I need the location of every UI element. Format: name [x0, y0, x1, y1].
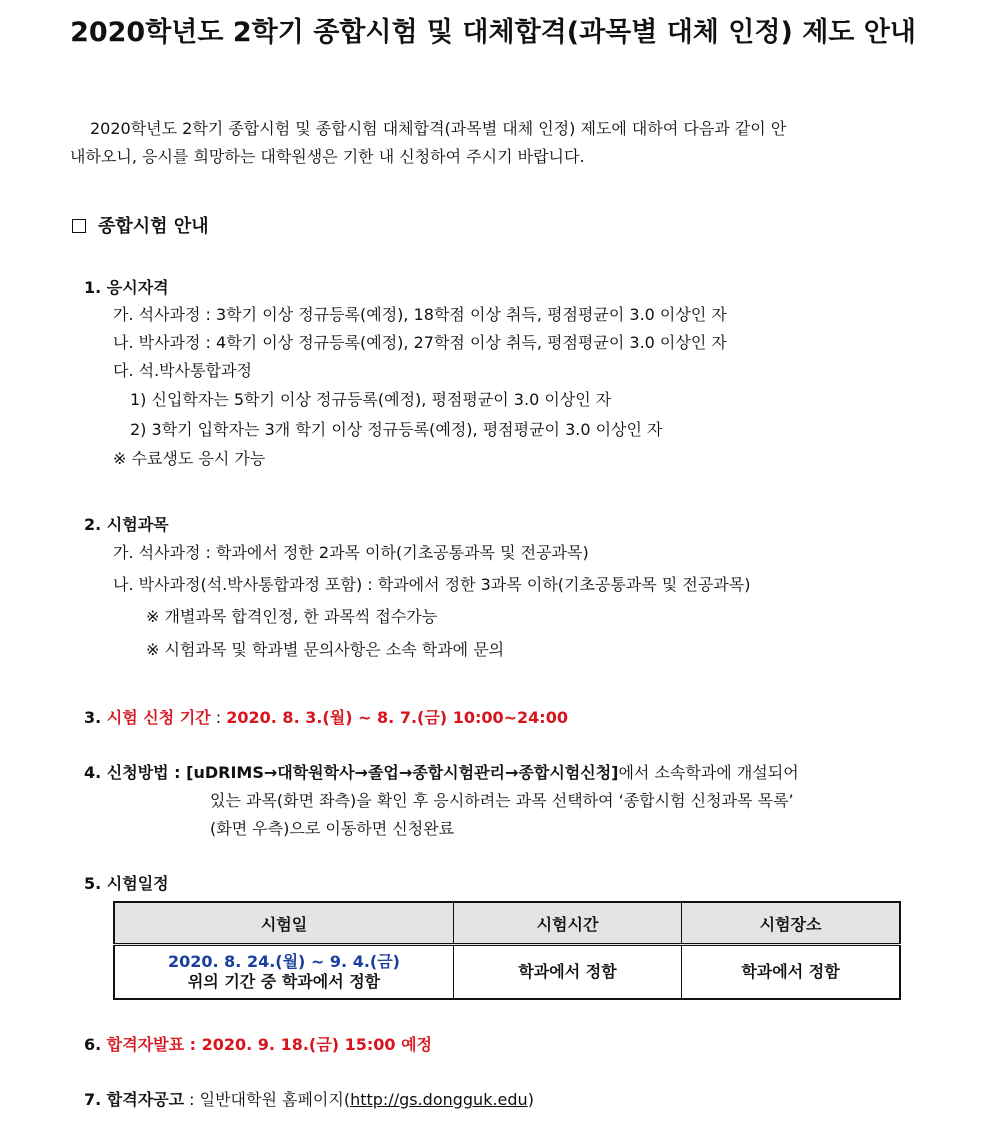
th-place: 시험장소: [682, 902, 901, 945]
section-heading: [72, 212, 209, 238]
th-time: 시험시간: [454, 902, 682, 945]
s2-item-ga: 가. 석사과정 : 학과에서 정한 2과목 이하(기초공통과목 및 전공과목): [113, 543, 589, 562]
s6-num: 6.: [84, 1035, 102, 1054]
s2-item-na: 나. 박사과정(석.박사통합과정 포함) : 학과에서 정한 3과목 이하(기초공통과목 및 전공과목): [113, 575, 751, 594]
date-note: 위의 기간 중 학과에서 정함: [187, 972, 381, 991]
s7-label: 7. 합격자공고: [84, 1090, 185, 1109]
td-date: [114, 945, 454, 1000]
s3-line: [84, 705, 568, 728]
table-row: [114, 945, 900, 1000]
intro-line-2: 내하오니, 응시를 희망하는 대학원생은 기한 내 신청하여 주시기 바랍니다.: [70, 147, 585, 166]
section-title: 종합시험 안내: [98, 216, 209, 237]
s3-num: 3.: [84, 708, 102, 727]
s3-label: 시험 신청 기간: [106, 708, 211, 727]
s6-text: 합격자발표 : 2020. 9. 18.(금) 15:00 예정: [106, 1035, 432, 1054]
s1-item-ga: 가. 석사과정 : 3학기 이상 정규등록(예정), 18학점 이상 취득, 평점평균이 3.0 이상인 자: [113, 305, 727, 324]
s3-sep: :: [210, 708, 227, 727]
s4-path: [uDRIMS→대학원학사→졸업→종합시험관리→종합시험신청]: [186, 763, 619, 782]
table-header-row: [114, 902, 900, 945]
th-date: 시험일: [114, 902, 454, 945]
checkbox-square-icon: [72, 219, 86, 233]
intro-line-1: 2020학년도 2학기 종합시험 및 종합시험 대체합격(과목별 대체 인정) 제도에 대하여 다음과 같이 안: [90, 119, 787, 138]
s4-line-1: [84, 760, 799, 783]
s7-sep: : 일반대학원 홈페이지(: [184, 1090, 351, 1109]
s4-label: 4. 신청방법 :: [84, 763, 187, 782]
s7-line: [84, 1087, 534, 1110]
s2-heading: 2. 시험과목: [84, 515, 169, 534]
s3-value: 2020. 8. 3.(월) ~ 8. 7.(금) 10:00~24:00: [226, 708, 568, 727]
s1-note: ※ 수료생도 응시 가능: [113, 449, 266, 468]
page-title: 2020학년도 2학기 종합시험 및 대체합격(과목별 대체 인정) 제도 안내: [70, 17, 916, 48]
s7-close: ): [527, 1090, 534, 1109]
s5-heading: 5. 시험일정: [84, 874, 169, 893]
schedule-table: [113, 901, 901, 1000]
s2-note-1: ※ 개별과목 합격인정, 한 과목씩 접수가능: [146, 607, 438, 626]
s6-line: [84, 1032, 432, 1055]
td-place: 학과에서 정함: [682, 945, 901, 1000]
s4-line-3: (화면 우측)으로 이동하면 신청완료: [210, 819, 455, 838]
s1-item-da1: 1) 신입학자는 5학기 이상 정규등록(예정), 평점평균이 3.0 이상인 자: [130, 390, 612, 409]
s2-note-2: ※ 시험과목 및 학과별 문의사항은 소속 학과에 문의: [146, 640, 505, 659]
s1-item-na: 나. 박사과정 : 4학기 이상 정규등록(예정), 27학점 이상 취득, 평점평균이 3.0 이상인 자: [113, 333, 727, 352]
s1-item-da2: 2) 3학기 입학자는 3개 학기 이상 정규등록(예정), 평점평균이 3.0 이상인 자: [130, 420, 663, 439]
s4-line-2: 있는 과목(화면 좌측)을 확인 후 응시하려는 과목 선택하여 ‘종합시험 신청과목 목록’: [210, 791, 794, 810]
homepage-link[interactable]: http://gs.dongguk.edu: [350, 1090, 528, 1109]
td-time: 학과에서 정함: [454, 945, 682, 1000]
s1-heading: 1. 응시자격: [84, 278, 169, 297]
s4-rest: 에서 소속학과에 개설되어: [618, 763, 799, 782]
date-range: 2020. 8. 24.(월) ~ 9. 4.(금): [167, 952, 400, 971]
s1-item-da: 다. 석.박사통합과정: [113, 361, 252, 380]
